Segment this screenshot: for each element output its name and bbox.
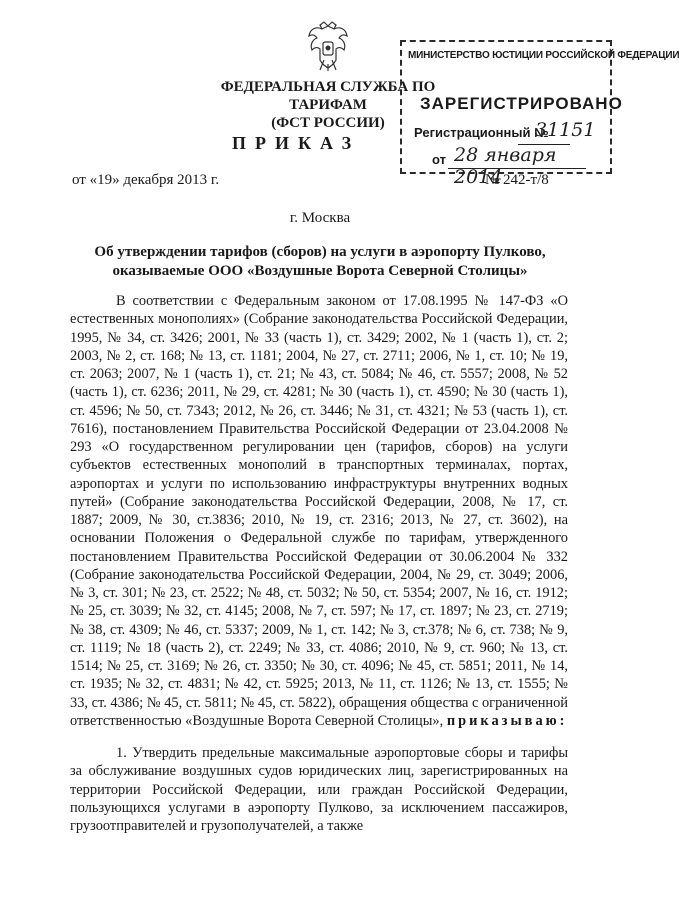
stamp-date-handwritten: 28 января 2014 — [454, 144, 557, 188]
agency-name-line1: ФЕДЕРАЛЬНАЯ СЛУЖБА ПО ТАРИФАМ — [220, 79, 436, 113]
stamp-underline-date — [448, 168, 586, 169]
order-word: приказываю: — [446, 712, 568, 729]
document-title — [60, 243, 580, 281]
stamp-ministry: МИНИСТЕРСТВО ЮСТИЦИИ РОССИЙСКОЙ ФЕДЕРАЦИИ — [408, 50, 679, 61]
stamp-from-label: от — [432, 152, 446, 167]
document-body — [70, 292, 568, 835]
paragraph-item-1: 1. Утвердить предельные максимальные аэропортовые сборы и тарифы за обслуживание воздушных судов юридических лиц, зарегистрированных на территории Российской Федерации, или граждан Российской Федерации, пользующихся услугами в аэропорту Пулково, за исключением пассажиров, грузоотправителей и грузополучателей, а также — [70, 745, 568, 834]
stamp-registered: ЗАРЕГИСТРИРОВАНО — [420, 94, 623, 113]
paragraph-preamble — [70, 292, 568, 730]
preamble-text: В соответствии с Федеральным законом от 17.08.1995 № 147-ФЗ «О естественных монополиях» (Собрание законодательства Российской Федерации, 1995, № 34, ст. 3426; 2001, № 33 (часть 1), ст. 3429; 2002, № 1 (часть 1), ст. 2; 2003, № 2, ст. 168; № 13, ст. 1181; 2004, № 27, ст. 2711; 2006, № 1, ст. 10; № 19, ст. 2063; 2007, № 1 (часть 1), ст. 21; № 43, ст. 5084; № 46, ст. 5557; 2008, № 52 (часть 1), ст. 6236; 2011, № 29, ст. 4281; № 30 (часть 1), ст. 4590; № 30 (часть 1), ст. 4596; № 50, ст. 7343; 2012, № 26, ст. 3446; № 31, ст. 4321; № 53 (часть 1), ст. 7616), постановлением Правительства Российской Федерации от 23.04.2008 № 293 «О государственном регулировании цен (тарифов, сборов) на услуги субъектов естественных монополий в транспортных терминалах, портах, аэропортах и услуги по использованию инфраструктуры внутренних водных путей» (Собрание законодательства Российской Федерации, 2008, № 17, ст. 1887; 2009, № 30, ст.3836; 2010, № 19, ст. 2316; 2013, № 27, ст. 3602), на основании Положения о Федеральной службе по тарифам, утвержденного постановлением Правительства Российской Федерации от 30.06.2004 № 332 (Собрание законодательства Российской Федерации, 2004, № 29, ст. 3049; 2006, № 3, ст. 301; № 23, ст. 2522; № 48, ст. 5032; № 50, ст. 5354; 2007, № 16, ст. 1912; № 25, ст. 3039; № 32, ст. 4145; 2008, № 7, ст. 597; № 17, ст. 1897; № 23, ст. 2719; № 38, ст. 4309; № 46, ст. 5337; 2009, № 1, ст. 142; № 3, ст.378; № 6, ст. 738; № 9, ст. 1119; № 18 (часть 2), ст. 2249; № 33, ст. 4086; 2010, № 9, ст. 960; № 13, ст. 1514; № 25, ст. 3169; № 26, ст. 3350; № 30, ст. 4096; № 45, ст. 5851; 2011, № 14, ст. 1935; № 32, ст. 4831; № 42, ст. 5925; 2013, № 11, ст. 1126; № 13, ст. 1555; № 33, ст. 4386; № 45, ст. 5811; № 45, ст. 5822), обращения общества с ограниченной ответственностью «Воздушные Ворота Северной Столицы», — [70, 293, 568, 729]
agency-name-line2: (ФСТ РОССИИ) — [271, 115, 385, 131]
document-title-line2: оказываемые ООО «Воздушные Ворота Северной Столицы» — [112, 263, 528, 279]
document-title-line1: Об утверждении тарифов (сборов) на услуги в аэропорту Пулково, — [94, 244, 546, 260]
stamp-reg-number-label: Регистрационный № — [414, 125, 549, 140]
document-type: ПРИКАЗ — [232, 133, 361, 153]
stamp-reg-number-handwritten: 31151 — [535, 119, 596, 141]
document-number: № 242-т/8 — [485, 172, 549, 188]
document-city: г. Москва — [289, 210, 351, 226]
document-date: от «19» декабря 2013 г. — [72, 172, 220, 188]
coat-of-arms-emblem — [306, 20, 350, 72]
